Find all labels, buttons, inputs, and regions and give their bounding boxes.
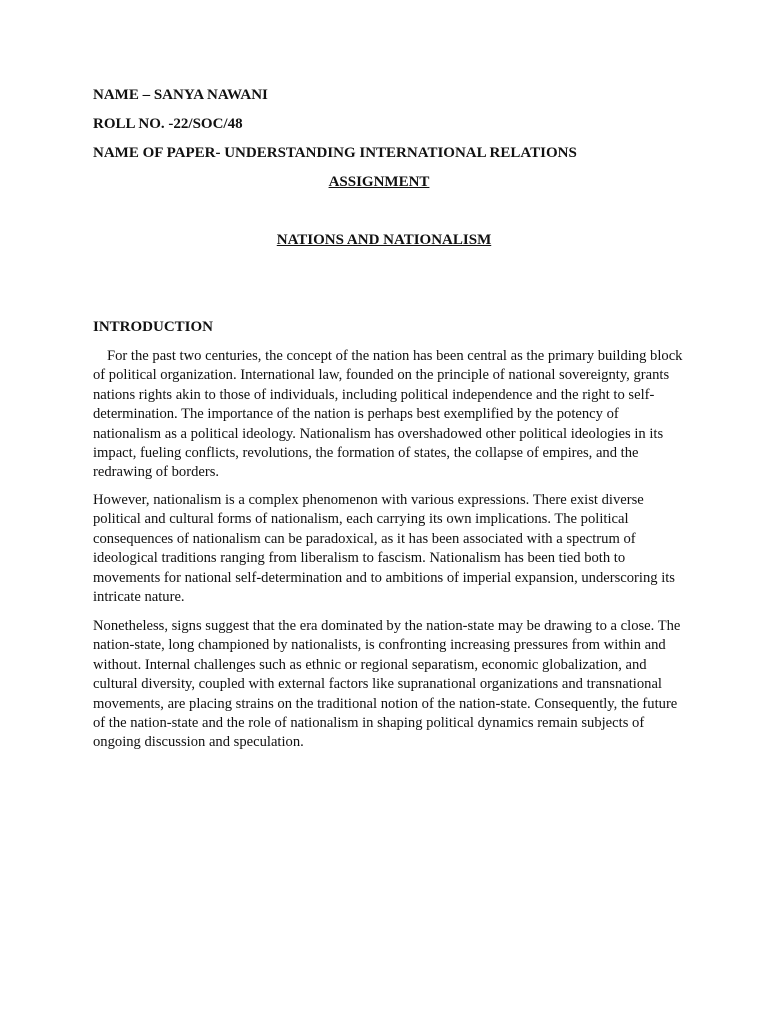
document-title <box>0 232 768 249</box>
document-title-text: NATIONS AND NATIONALISM <box>276 232 492 248</box>
roll-number: ROLL NO. -22/SOC/48 <box>93 116 243 132</box>
assignment-heading <box>0 174 768 191</box>
section-heading-introduction: INTRODUCTION <box>93 319 214 335</box>
paper-name: NAME OF PAPER- UNDERSTANDING INTERNATIONAL RELATIONS <box>93 145 577 161</box>
paragraph: Nonetheless, signs suggest that the era dominated by the nation-state may be drawing to a close. The nation-state, long championed by nationalists, is confronting increasing pressures from within and without. Internal challenges such as ethnic or regional separatism, economic globalization, and cultural diversity, coupled with external factors like supranational organizations and transnational movements, are placing strains on the traditional notion of the nation-state. Consequently, the future of the nation-state and the role of nationalism in shaping political dynamics remain subjects of ongoing discussion and speculation. <box>93 618 681 751</box>
assignment-label: ASSIGNMENT <box>328 174 430 190</box>
paragraph: However, nationalism is a complex phenomenon with various expressions. There exist diverse political and cultural forms of nationalism, each carrying its own implications. The political consequences of nationalism can be paradoxical, as it has been associated with a spectrum of ideological traditions ranging from liberalism to fascism. Nationalism has been tied both to movements for national self-determination and to ambitions of imperial expansion, underscoring its intricate nature. <box>93 492 675 606</box>
student-name: NAME – SANYA NAWANI <box>93 87 268 103</box>
paragraph: For the past two centuries, the concept of the nation has been central as the primary building block of political organization. International law, founded on the principle of national sovereignty, grants nations rights akin to those of individuals, including political independence and the right to self-determination. The importance of the nation is perhaps best exemplified by the potency of nationalism as a political ideology. Nationalism has overshadowed other political ideologies in its impact, fueling conflicts, revolutions, the formation of states, the collapse of empires, and the redrawing of borders. <box>93 348 683 481</box>
